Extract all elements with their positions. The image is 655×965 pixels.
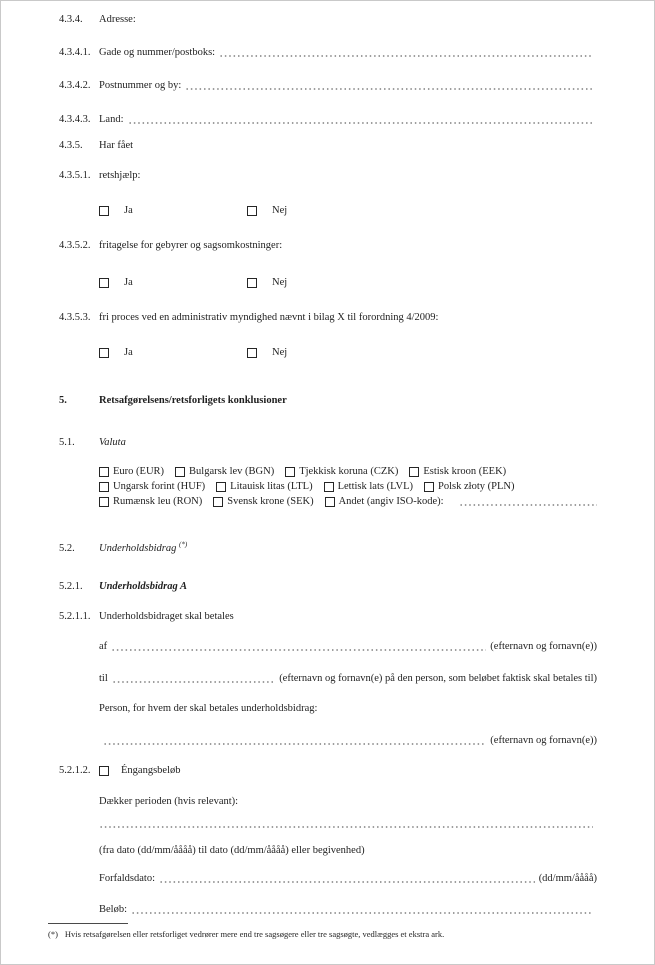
currency-label: Lettisk lats (LVL) bbox=[337, 481, 414, 492]
section-konklusioner bbox=[59, 394, 597, 407]
fill-in-line[interactable] bbox=[215, 46, 597, 59]
line-beloeb bbox=[99, 903, 597, 916]
item-number: 4.3.4.2. bbox=[59, 80, 91, 91]
recipient-name-fill-in-line[interactable] bbox=[108, 672, 279, 685]
item-number: 4.3.4. bbox=[59, 14, 83, 25]
row-skal-betales bbox=[59, 610, 597, 623]
item-label: Underholdsbidrag A bbox=[99, 581, 188, 592]
choice-fri-proces bbox=[99, 346, 597, 359]
row-gade-og-nummer bbox=[59, 46, 597, 59]
currency-option-tjekkisk-koruna[interactable] bbox=[285, 464, 398, 479]
item-label: fri proces ved en administrativ myndighed nævnt i bilag X til forordning 4/2009: bbox=[99, 312, 439, 323]
checkbox-ja-icon[interactable] bbox=[99, 348, 109, 358]
line-prefix: Beløb: bbox=[99, 904, 127, 915]
item-number: 4.3.5. bbox=[59, 140, 83, 151]
row-har-faaet bbox=[59, 139, 597, 152]
fill-in-line[interactable] bbox=[124, 113, 598, 126]
currency-option-estisk-kroon[interactable] bbox=[409, 464, 506, 479]
footnote-rule bbox=[48, 923, 128, 924]
line-label: Dækker perioden (hvis relevant): bbox=[99, 796, 239, 807]
checkbox-bulgarsk-lev-icon[interactable] bbox=[175, 467, 185, 477]
item-label: Gade og nummer/postboks: bbox=[99, 47, 216, 58]
item-label: Har fået bbox=[99, 140, 134, 151]
item-label: Adresse: bbox=[99, 14, 136, 25]
line-label: Person, for hvem der skal betales underholdsbidrag: bbox=[99, 703, 318, 714]
item-label: fritagelse for gebyrer og sagsomkostninger: bbox=[99, 240, 283, 251]
row-underholdsbidrag bbox=[59, 542, 597, 555]
footnote-text: Hvis retsafgørelsen eller retsforliget vedrører mere end tre sagsøgere eller tre sagsøgte, vedlægges et ekstra ark. bbox=[64, 929, 445, 939]
choice-fritagelse bbox=[99, 276, 597, 289]
currency-option-andet[interactable] bbox=[325, 494, 444, 509]
option-nej[interactable] bbox=[247, 346, 287, 359]
option-ja[interactable] bbox=[99, 346, 247, 359]
item-label: Land: bbox=[99, 114, 124, 125]
checkbox-euro-icon[interactable] bbox=[99, 467, 109, 477]
checkbox-nej-icon[interactable] bbox=[247, 278, 257, 288]
option-ja[interactable] bbox=[99, 276, 247, 289]
debtor-name-fill-in-line[interactable] bbox=[107, 640, 490, 653]
footnote-reference: (*) bbox=[179, 540, 188, 549]
line-person-navn bbox=[99, 734, 597, 747]
row-valuta bbox=[59, 436, 597, 449]
option-label: Nej bbox=[272, 205, 288, 216]
option-label: Nej bbox=[272, 347, 288, 358]
currency-label: Rumænsk leu (RON) bbox=[113, 496, 203, 507]
line-suffix: (efternavn og fornavn(e) på den person, som beløbet faktisk skal betales til) bbox=[279, 673, 597, 684]
fill-in-line[interactable] bbox=[181, 79, 597, 92]
currency-option-euro[interactable] bbox=[99, 464, 164, 479]
currency-option-ungarsk-forint[interactable] bbox=[99, 479, 205, 494]
currency-option-svensk-krone[interactable] bbox=[213, 494, 313, 509]
option-ja[interactable] bbox=[99, 204, 247, 217]
item-number: 5.2.1.2. bbox=[59, 765, 91, 776]
checkbox-litauisk-litas-icon[interactable] bbox=[216, 482, 226, 492]
currency-options bbox=[59, 464, 597, 509]
currency-label: Estisk kroon (EEK) bbox=[423, 466, 507, 477]
option-label: Nej bbox=[272, 277, 288, 288]
section-title: Retsafgørelsens/retsforligets konklusioner bbox=[99, 395, 287, 406]
item-label: Underholdsbidraget skal betales bbox=[99, 611, 234, 622]
item-number: 4.3.5.2. bbox=[59, 240, 91, 251]
checkbox-andet-icon[interactable] bbox=[325, 497, 335, 507]
currency-label: Andet (angiv ISO-kode): bbox=[338, 496, 444, 507]
item-label: retshjælp: bbox=[99, 170, 141, 181]
row-adresse bbox=[59, 13, 597, 26]
item-number: 5. bbox=[59, 395, 67, 406]
line-prefix: til bbox=[99, 673, 108, 684]
currency-row-2 bbox=[99, 479, 597, 494]
currency-row-1 bbox=[99, 464, 597, 479]
line-forfaldsdato bbox=[99, 872, 597, 885]
option-label: Ja bbox=[124, 205, 133, 216]
checkbox-engangsbeloeb-icon[interactable] bbox=[99, 766, 109, 776]
option-nej[interactable] bbox=[247, 204, 287, 217]
line-daekker-perioden bbox=[99, 795, 597, 808]
checkbox-lettisk-lats-icon[interactable] bbox=[324, 482, 334, 492]
row-land bbox=[59, 113, 597, 126]
checkbox-ja-icon[interactable] bbox=[99, 278, 109, 288]
amount-fill-in-line[interactable] bbox=[127, 903, 597, 916]
row-underholdsbidrag-a bbox=[59, 580, 597, 593]
row-retshjaelp bbox=[59, 169, 597, 182]
line-prefix: Forfaldsdato: bbox=[99, 873, 155, 884]
option-label: Ja bbox=[124, 347, 133, 358]
item-number: 4.3.5.3. bbox=[59, 312, 91, 323]
row-fri-proces bbox=[59, 311, 597, 324]
currency-label: Polsk złoty (PLN) bbox=[438, 481, 515, 492]
checkbox-svensk-krone-icon[interactable] bbox=[213, 497, 223, 507]
item-number: 5.1. bbox=[59, 437, 75, 448]
iso-code-fill-in-line[interactable] bbox=[455, 494, 597, 509]
checkbox-estisk-kroon-icon[interactable] bbox=[409, 467, 419, 477]
item-label: Underholdsbidrag (*) bbox=[99, 540, 188, 554]
option-label: Ja bbox=[124, 277, 133, 288]
currency-option-litauisk-litas[interactable] bbox=[216, 479, 312, 494]
currency-option-bulgarsk-lev[interactable] bbox=[175, 464, 274, 479]
currency-label: Ungarsk forint (HUF) bbox=[113, 481, 206, 492]
line-person bbox=[99, 702, 597, 715]
checkbox-rumaensk-leu-icon[interactable] bbox=[99, 497, 109, 507]
checkbox-ja-icon[interactable] bbox=[99, 206, 109, 216]
choice-retshjaelp bbox=[99, 204, 597, 217]
line-suffix: (efternavn og fornavn(e)) bbox=[490, 735, 597, 746]
item-number: 5.2. bbox=[59, 543, 75, 554]
person-name-fill-in-line[interactable] bbox=[99, 734, 490, 747]
row-postnummer-og-by bbox=[59, 79, 597, 92]
item-number: 5.2.1. bbox=[59, 581, 83, 592]
line-label: (fra dato (dd/mm/åååå) til dato (dd/mm/åååå) eller begivenhed) bbox=[99, 845, 365, 856]
checkbox-tjekkisk-koruna-icon[interactable] bbox=[285, 467, 295, 477]
option-nej[interactable] bbox=[247, 276, 287, 289]
currency-label: Tjekkisk koruna (CZK) bbox=[299, 466, 399, 477]
line-til bbox=[99, 672, 597, 685]
due-date-fill-in-line[interactable] bbox=[155, 872, 539, 885]
checkbox-ungarsk-forint-icon[interactable] bbox=[99, 482, 109, 492]
row-fritagelse bbox=[59, 239, 597, 252]
line-suffix: (dd/mm/åååå) bbox=[538, 873, 597, 884]
footnote bbox=[48, 923, 597, 940]
row-engangsbeloeb bbox=[59, 764, 597, 777]
item-number: 4.3.4.3. bbox=[59, 114, 91, 125]
footnote-marker: (*) bbox=[48, 929, 58, 939]
item-number: 5.2.1.1. bbox=[59, 611, 91, 622]
currency-option-polsk-zloty[interactable] bbox=[424, 479, 514, 494]
currency-row-3 bbox=[99, 494, 597, 509]
item-label: Éngangsbeløb bbox=[121, 765, 181, 776]
line-prefix: af bbox=[99, 641, 108, 652]
line-af bbox=[99, 640, 597, 653]
checkbox-polsk-zloty-icon[interactable] bbox=[424, 482, 434, 492]
line-suffix: (efternavn og fornavn(e)) bbox=[490, 641, 597, 652]
currency-label: Svensk krone (SEK) bbox=[227, 496, 314, 507]
item-number: 4.3.5.1. bbox=[59, 170, 91, 181]
currency-option-rumaensk-leu[interactable] bbox=[99, 494, 202, 509]
item-label: Valuta bbox=[99, 437, 126, 448]
currency-option-lettisk-lats[interactable] bbox=[324, 479, 413, 494]
item-number: 4.3.4.1. bbox=[59, 47, 91, 58]
currency-label: Bulgarsk lev (BGN) bbox=[189, 466, 275, 477]
checkbox-nej-icon[interactable] bbox=[247, 206, 257, 216]
checkbox-nej-icon[interactable] bbox=[247, 348, 257, 358]
currency-label: Litauisk litas (LTL) bbox=[230, 481, 313, 492]
item-label: Postnummer og by: bbox=[99, 80, 182, 91]
line-fra-dato-note bbox=[99, 844, 597, 857]
currency-label: Euro (EUR) bbox=[113, 466, 165, 477]
